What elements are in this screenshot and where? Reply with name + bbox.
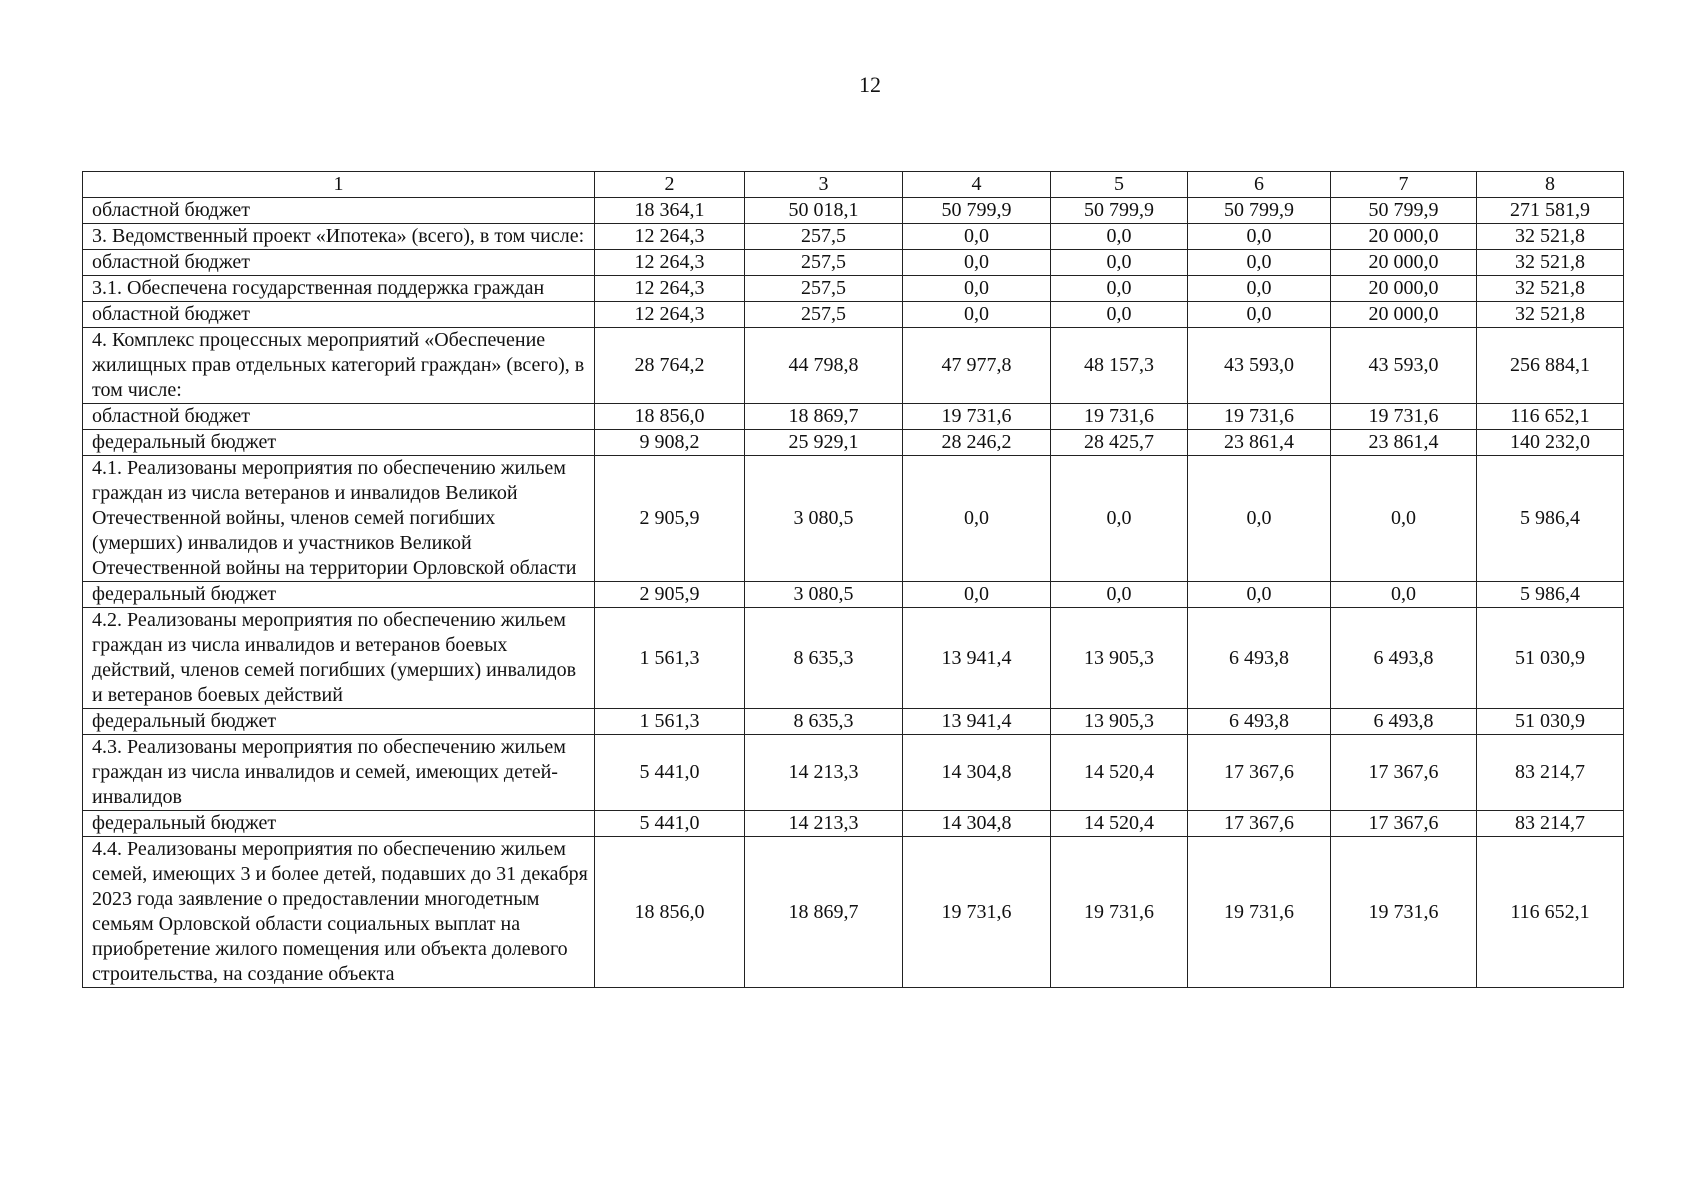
value-cell: 32 521,8 — [1477, 224, 1624, 250]
table-row — [83, 837, 1624, 988]
value-cell: 0,0 — [903, 302, 1051, 328]
value-cell: 0,0 — [1188, 582, 1331, 608]
value-cell: 6 493,8 — [1188, 608, 1331, 709]
row-label: федеральный бюджет — [83, 430, 595, 456]
value-cell: 20 000,0 — [1331, 276, 1477, 302]
value-cell: 0,0 — [1188, 250, 1331, 276]
value-cell: 5 441,0 — [595, 811, 745, 837]
column-header: 5 — [1051, 172, 1188, 198]
value-cell: 28 764,2 — [595, 328, 745, 404]
value-cell: 19 731,6 — [1188, 404, 1331, 430]
table-row — [83, 302, 1624, 328]
value-cell: 19 731,6 — [903, 837, 1051, 988]
value-cell: 2 905,9 — [595, 582, 745, 608]
value-cell: 13 941,4 — [903, 608, 1051, 709]
value-cell: 20 000,0 — [1331, 224, 1477, 250]
value-cell: 0,0 — [1051, 224, 1188, 250]
value-cell: 18 869,7 — [745, 837, 903, 988]
value-cell: 19 731,6 — [1051, 837, 1188, 988]
value-cell: 18 869,7 — [745, 404, 903, 430]
table-row — [83, 811, 1624, 837]
value-cell: 0,0 — [1051, 250, 1188, 276]
value-cell: 12 264,3 — [595, 302, 745, 328]
value-cell: 1 561,3 — [595, 709, 745, 735]
value-cell: 3 080,5 — [745, 456, 903, 582]
table-row — [83, 198, 1624, 224]
row-label: 3.1. Обеспечена государственная поддержка граждан — [83, 276, 595, 302]
row-label: федеральный бюджет — [83, 582, 595, 608]
value-cell: 28 246,2 — [903, 430, 1051, 456]
value-cell: 6 493,8 — [1331, 608, 1477, 709]
value-cell: 0,0 — [903, 582, 1051, 608]
value-cell: 47 977,8 — [903, 328, 1051, 404]
table-row — [83, 276, 1624, 302]
page-number: 12 — [859, 72, 881, 97]
value-cell: 6 493,8 — [1188, 709, 1331, 735]
value-cell: 257,5 — [745, 276, 903, 302]
column-header: 7 — [1331, 172, 1477, 198]
row-label: 4.2. Реализованы мероприятия по обеспечению жильем граждан из числа инвалидов и ветеранов боевых действий, членов семей погибших (умерших) инвалидов и ветеранов боевых действий — [83, 608, 595, 709]
value-cell: 0,0 — [1188, 302, 1331, 328]
value-cell: 51 030,9 — [1477, 709, 1624, 735]
value-cell: 23 861,4 — [1331, 430, 1477, 456]
value-cell: 0,0 — [1331, 582, 1477, 608]
value-cell: 48 157,3 — [1051, 328, 1188, 404]
row-label: областной бюджет — [83, 404, 595, 430]
row-label: 4. Комплекс процессных мероприятий «Обеспечение жилищных прав отдельных категорий граждан» (всего), в том числе: — [83, 328, 595, 404]
value-cell: 50 799,9 — [903, 198, 1051, 224]
column-header: 6 — [1188, 172, 1331, 198]
table-row — [83, 224, 1624, 250]
value-cell: 18 364,1 — [595, 198, 745, 224]
table-row — [83, 608, 1624, 709]
value-cell: 28 425,7 — [1051, 430, 1188, 456]
column-header: 4 — [903, 172, 1051, 198]
value-cell: 19 731,6 — [1331, 837, 1477, 988]
value-cell: 32 521,8 — [1477, 250, 1624, 276]
value-cell: 14 213,3 — [745, 811, 903, 837]
table-row — [83, 404, 1624, 430]
value-cell: 271 581,9 — [1477, 198, 1624, 224]
value-cell: 13 905,3 — [1051, 608, 1188, 709]
row-label: 3. Ведомственный проект «Ипотека» (всего), в том числе: — [83, 224, 595, 250]
value-cell: 0,0 — [1188, 224, 1331, 250]
value-cell: 17 367,6 — [1188, 735, 1331, 811]
value-cell: 19 731,6 — [1188, 837, 1331, 988]
value-cell: 116 652,1 — [1477, 837, 1624, 988]
value-cell: 6 493,8 — [1331, 709, 1477, 735]
value-cell: 257,5 — [745, 224, 903, 250]
value-cell: 257,5 — [745, 302, 903, 328]
value-cell: 8 635,3 — [745, 709, 903, 735]
value-cell: 0,0 — [903, 250, 1051, 276]
value-cell: 14 304,8 — [903, 811, 1051, 837]
value-cell: 1 561,3 — [595, 608, 745, 709]
table-row — [83, 456, 1624, 582]
row-label: федеральный бюджет — [83, 709, 595, 735]
value-cell: 14 520,4 — [1051, 811, 1188, 837]
table-row — [83, 709, 1624, 735]
value-cell: 43 593,0 — [1331, 328, 1477, 404]
row-label: областной бюджет — [83, 302, 595, 328]
value-cell: 0,0 — [1051, 582, 1188, 608]
value-cell: 51 030,9 — [1477, 608, 1624, 709]
value-cell: 5 986,4 — [1477, 582, 1624, 608]
value-cell: 23 861,4 — [1188, 430, 1331, 456]
value-cell: 5 986,4 — [1477, 456, 1624, 582]
row-label: областной бюджет — [83, 198, 595, 224]
value-cell: 256 884,1 — [1477, 328, 1624, 404]
value-cell: 25 929,1 — [745, 430, 903, 456]
value-cell: 257,5 — [745, 250, 903, 276]
value-cell: 19 731,6 — [903, 404, 1051, 430]
value-cell: 17 367,6 — [1331, 811, 1477, 837]
table-row — [83, 250, 1624, 276]
value-cell: 50 799,9 — [1331, 198, 1477, 224]
value-cell: 83 214,7 — [1477, 735, 1624, 811]
column-header: 1 — [83, 172, 595, 198]
value-cell: 14 213,3 — [745, 735, 903, 811]
value-cell: 17 367,6 — [1331, 735, 1477, 811]
value-cell: 50 799,9 — [1051, 198, 1188, 224]
table-row — [83, 735, 1624, 811]
column-header: 8 — [1477, 172, 1624, 198]
value-cell: 2 905,9 — [595, 456, 745, 582]
column-header: 2 — [595, 172, 745, 198]
value-cell: 18 856,0 — [595, 837, 745, 988]
value-cell: 20 000,0 — [1331, 250, 1477, 276]
value-cell: 12 264,3 — [595, 250, 745, 276]
table-row — [83, 328, 1624, 404]
table-row — [83, 582, 1624, 608]
value-cell: 0,0 — [1051, 302, 1188, 328]
value-cell: 9 908,2 — [595, 430, 745, 456]
row-label: областной бюджет — [83, 250, 595, 276]
value-cell: 50 799,9 — [1188, 198, 1331, 224]
value-cell: 43 593,0 — [1188, 328, 1331, 404]
value-cell: 14 304,8 — [903, 735, 1051, 811]
value-cell: 18 856,0 — [595, 404, 745, 430]
value-cell: 3 080,5 — [745, 582, 903, 608]
value-cell: 14 520,4 — [1051, 735, 1188, 811]
value-cell: 13 941,4 — [903, 709, 1051, 735]
value-cell: 32 521,8 — [1477, 302, 1624, 328]
value-cell: 12 264,3 — [595, 224, 745, 250]
value-cell: 0,0 — [1331, 456, 1477, 582]
value-cell: 140 232,0 — [1477, 430, 1624, 456]
row-label: 4.4. Реализованы мероприятия по обеспечению жильем семей, имеющих 3 и более детей, подавших до 31 декабря 2023 года заявление о предоставлении многодетным семьям Орловской области социальных выплат на приобретение жилого помещения или объекта долевого строительства, на создание объекта — [83, 837, 595, 988]
row-label: федеральный бюджет — [83, 811, 595, 837]
value-cell: 0,0 — [903, 224, 1051, 250]
value-cell: 50 018,1 — [745, 198, 903, 224]
column-header: 3 — [745, 172, 903, 198]
value-cell: 0,0 — [1051, 276, 1188, 302]
value-cell: 8 635,3 — [745, 608, 903, 709]
value-cell: 0,0 — [903, 276, 1051, 302]
value-cell: 116 652,1 — [1477, 404, 1624, 430]
header-row — [83, 172, 1624, 198]
budget-table — [82, 171, 1624, 988]
value-cell: 12 264,3 — [595, 276, 745, 302]
value-cell: 17 367,6 — [1188, 811, 1331, 837]
value-cell: 83 214,7 — [1477, 811, 1624, 837]
value-cell: 19 731,6 — [1331, 404, 1477, 430]
value-cell: 19 731,6 — [1051, 404, 1188, 430]
value-cell: 32 521,8 — [1477, 276, 1624, 302]
value-cell: 0,0 — [1051, 456, 1188, 582]
value-cell: 44 798,8 — [745, 328, 903, 404]
table-row — [83, 430, 1624, 456]
value-cell: 13 905,3 — [1051, 709, 1188, 735]
value-cell: 0,0 — [903, 456, 1051, 582]
value-cell: 5 441,0 — [595, 735, 745, 811]
row-label: 4.1. Реализованы мероприятия по обеспечению жильем граждан из числа ветеранов и инвалидов Великой Отечественной войны, членов семей погибших (умерших) инвалидов и участников Великой Отечественной войны на территории Орловской области — [83, 456, 595, 582]
value-cell: 0,0 — [1188, 276, 1331, 302]
value-cell: 0,0 — [1188, 456, 1331, 582]
row-label: 4.3. Реализованы мероприятия по обеспечению жильем граждан из числа инвалидов и семей, имеющих детей-инвалидов — [83, 735, 595, 811]
value-cell: 20 000,0 — [1331, 302, 1477, 328]
